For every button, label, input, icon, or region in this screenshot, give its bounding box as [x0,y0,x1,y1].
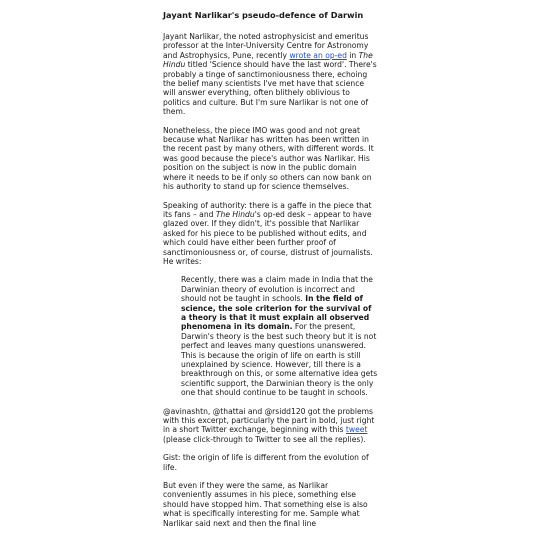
intro-text-a: Jayant Narlikar, the noted astrophysicist and emeritus professor at the Inter-University Centre for Astronomy and Astrophysics, Pune, recently [163,32,369,60]
op-ed-link[interactable]: wrote an op-ed [289,50,347,60]
quote-text-a: Recently, there was a claim made in India that the Darwinian theory of evolution is incorrect and should not be taught in schools. [181,275,373,304]
article [163,0,378,537]
quote-bold-text: In the field of science, the sole criterion for the survival of a theory is that it must explain all observed phenomena in its domain. [181,294,372,332]
paragraph-twitter [163,407,378,445]
intro-text-b: in [346,50,359,60]
tweet-link[interactable]: tweet [345,425,368,435]
paragraph-gist: Gist: the origin of life is different from the evolution of life. [163,453,369,472]
paragraph-intro [163,32,378,117]
blockquote-excerpt [181,275,378,397]
intro-text-c: titled 'Science should have the last word'. There's probably a tinge of sanctimoniousness there, echoing the belief many scientists I've met have that science will answer everything, often blithely oblivious to politics and culture. But I'm sure Narlikar is not one of them. [163,60,377,117]
authority-text-b: 's op-ed desk – appear to have glazed over. If they didn't, it's possible that Narlikar asked for his piece to be published without edits, and which could have either been further proof of sanctimoniousness or, of course, distrust of journalists. He writes: [163,209,373,266]
paragraph-assessment: Nonetheless, the piece IMO was good and not great because what Narlikar has written has been written in the recent past by many others, with different words. It was good because the piece's author was Narlikar. His position on the subject is now in the public domain where it needs to be if only so others can now bank on his authority to stand up for science themselves. [163,125,374,192]
publication-name: The Hindu [163,50,373,70]
paragraph-final: But even if they were the same, as Narlikar conveniently assumes in his piece, something else should have stopped him. That something else is also what is specifically interesting for me. Sample what Narlikar said next and then the final line [163,481,368,528]
article-title: Jayant Narlikar's pseudo-defence of Darwin [163,10,364,20]
quote-text-b: For the present, Darwin's theory is the best such theory but it is not perfect and leaves many questions unanswered. This is because the origin of life on earth is still unexplained by science. However, till there is a breakthrough on this, or some alternative idea gets scientific support, the Darwinian theory is the only one that should continue to be taught in schools. [181,322,378,398]
twitter-text-a: @avinashtn, @thattai and @rsidd120 got the problems with this excerpt, particularly the part in bold, just right in a short Twitter exchange, beginning with this [163,406,375,435]
twitter-text-b: (please click-through to Twitter to see all the replies). [163,434,366,444]
paragraph-authority [163,201,378,267]
authority-text-a: Speaking of authority: there is a gaffe in the piece that its fans – and [163,200,372,219]
publication-name-2: The Hindu [215,209,255,219]
